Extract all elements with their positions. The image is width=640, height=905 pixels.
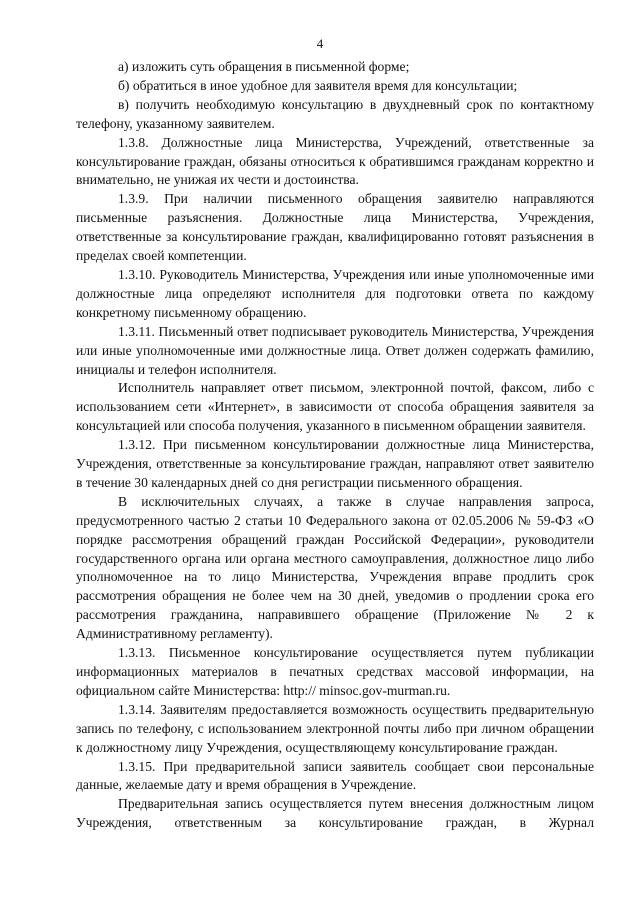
paragraph-1-3-14: 1.3.14. Заявителям предоставляется возможность осуществить предварительную запись по телефону, с использованием электронной почты либо при личном обращении к должностному лицу Учреждения, осуществляющему консультирование граждан. bbox=[76, 701, 594, 755]
paragraph-1-3-8: 1.3.8. Должностные лица Министерства, Учреждений, ответственные за консультирование граждан, обязаны относиться к обратившимся гражданам корректно и внимательно, не унижая их чести и достоинства. bbox=[76, 134, 594, 188]
paragraph-1-3-13: 1.3.13. Письменное консультирование осуществляется путем публикации информационных материалов в печатных средствах массовой информации, на официальном сайте Министерства: http:// minsoc.gov-murman.ru. bbox=[76, 645, 594, 698]
paragraph-1-3-15: 1.3.15. При предварительной записи заявитель сообщает свои персональные данные, желаемые дату и время обращения в Учреждение. bbox=[76, 758, 594, 793]
paragraph-item-c: в) получить необходимую консультацию в двухдневный срок по контактному телефону, указанному заявителем. bbox=[76, 96, 594, 131]
page-number: 4 bbox=[316, 36, 324, 51]
paragraph-item-a: а) изложить суть обращения в письменной форме; bbox=[118, 59, 410, 74]
paragraph-1-3-12: 1.3.12. При письменном консультировании должностные лица Министерства, Учреждения, ответственные за консультирование граждан, направляют ответ заявителю в течение 30 календарных дней со дня регистрации письменного обращения. bbox=[76, 437, 594, 490]
paragraph-1-3-11: 1.3.11. Письменный ответ подписывает руководитель Министерства, Учреждения или иные уполномоченные ими должностные лица. Ответ должен содержать фамилию, инициалы и телефон исполнителя. bbox=[76, 323, 594, 377]
paragraph-item-b: б) обратиться в иное удобное для заявителя время для консультации; bbox=[118, 77, 518, 93]
paragraph-1-3-9: 1.3.9. При наличии письменного обращения заявителю направляются письменные разъяснения. Должностные лица Министерства, Учреждения, ответственные за консультирование граждан, квалифицированно готовят разъяснения в пределах своей компетенции. bbox=[76, 191, 594, 264]
paragraph-executor-reply: Исполнитель направляет ответ письмом, электронной почтой, факсом, либо с использованием сети «Интернет», в зависимости от способа обращения заявителя за консультацией или способа получения, указанного в письменном обращении заявителя. bbox=[76, 380, 594, 434]
paragraph-preliminary-record: Предварительная запись осуществляется путем внесения должностным лицом Учреждения, ответственным за консультирование граждан, в Журнал bbox=[76, 796, 594, 831]
paragraph-exceptional-cases: В исключительных случаях, а также в случае направления запроса, предусмотренного частью 2 статьи 10 Федерального закона от 02.05.2006 № 59-ФЗ «О порядке рассмотрения обращений граждан Российской Федерации», руководители государственного органа или органа местного самоуправления, должностное лицо либо уполномоченное на то лицо Министерства, Учреждения вправе продлить срок рассмотрения обращения не более чем на 30 дней, уведомив о продлении срока его рассмотрения гражданина, направившего обращение (Приложение № 2 к Административному регламенту). bbox=[76, 493, 594, 642]
document-body bbox=[76, 58, 594, 833]
paragraph-1-3-10: 1.3.10. Руководитель Министерства, Учреждения или иные уполномоченные ими должностные лица определяют исполнителя для подготовки ответа по каждому конкретному письменному обращению. bbox=[76, 266, 594, 320]
